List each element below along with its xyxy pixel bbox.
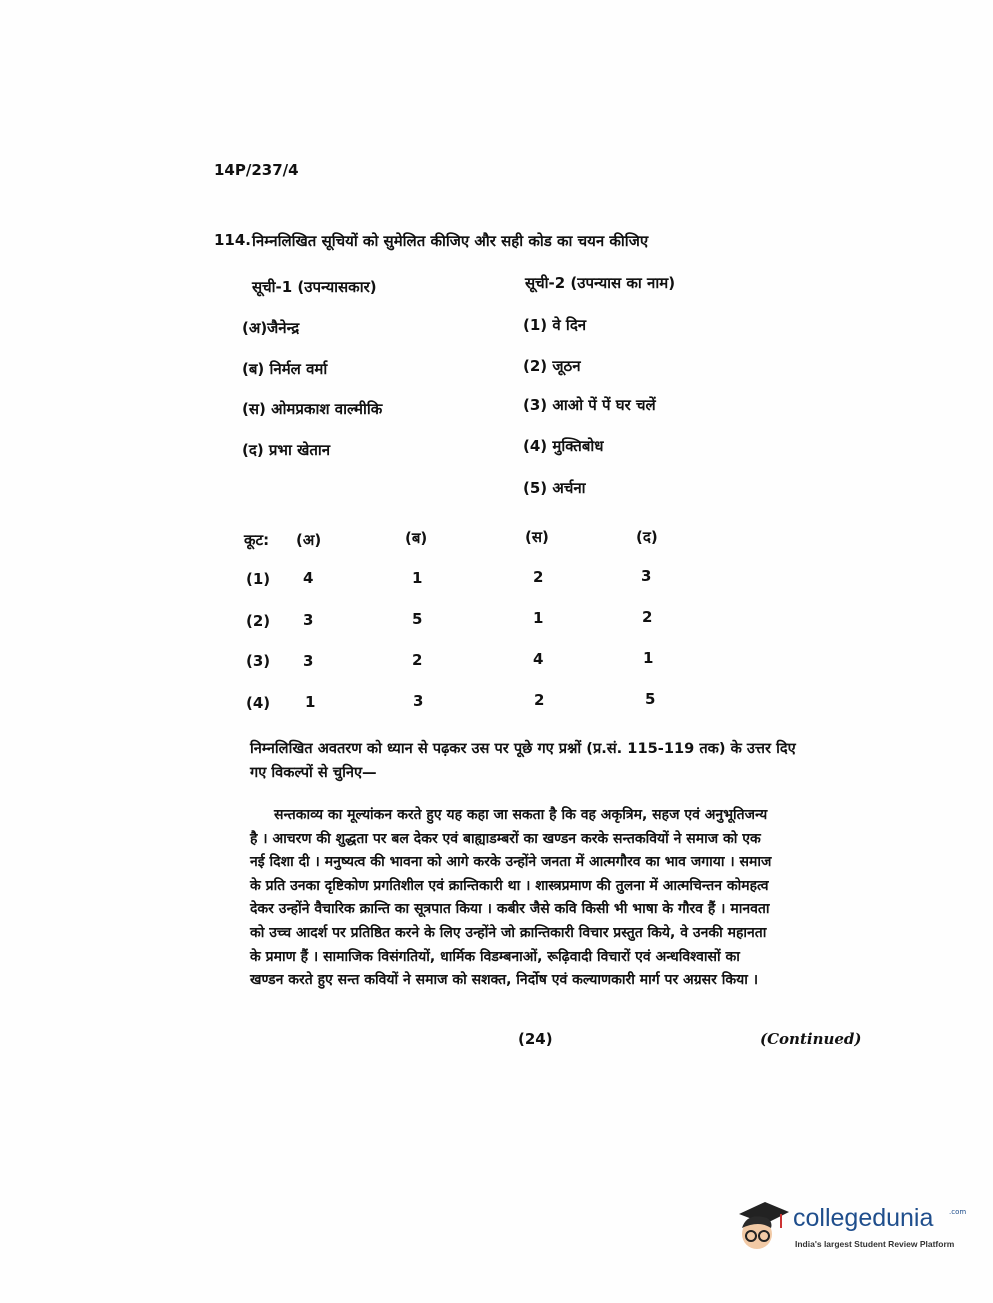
list1-item: (ब) निर्मल वर्मा (242, 360, 328, 378)
brand-tagline: India's largest Student Review Platform (795, 1239, 955, 1249)
collegedunia-watermark (735, 1198, 965, 1258)
code-cell: 3 (641, 567, 652, 585)
option-label: (3) (246, 652, 271, 670)
paper-code: 14P/237/4 (214, 161, 299, 179)
code-cell: 1 (412, 569, 423, 587)
list2-item: (4) मुक्तिबोध (523, 437, 604, 455)
option-label: (1) (246, 570, 271, 588)
list1-title: सूची-1 (उपन्यासकार) (252, 278, 377, 296)
code-cell: 5 (645, 690, 656, 708)
code-cell: 3 (413, 692, 424, 710)
passage-line: नई दिशा दी । मनुष्यत्व की भावना को आगे करके उन्होंने जनता में आत्मगौरव का भाव जगाया । समाज (250, 854, 772, 871)
passage-line: देकर उन्होंने वैचारिक क्रान्ति का सूत्रपात किया । कबीर जैसे कवि किसी भी भाषा के गौरव हैं । मानवता (250, 901, 770, 918)
list2-item: (1) वे दिन (523, 316, 587, 334)
code-cell: 2 (533, 568, 544, 586)
code-cell: 4 (533, 650, 544, 668)
instruction-line: गए विकल्पों से चुनिए— (250, 763, 377, 781)
code-cell: 2 (534, 691, 545, 709)
code-cell: 5 (412, 610, 423, 628)
codes-header: (अ) (296, 531, 322, 549)
page-number: (24) (518, 1030, 553, 1048)
code-cell: 1 (305, 693, 316, 711)
list2-title: सूची-2 (उपन्यास का नाम) (525, 274, 676, 292)
code-cell: 4 (303, 569, 314, 587)
option-label: (2) (246, 612, 271, 630)
brand-domain: .com (949, 1208, 967, 1216)
passage-line: को उच्च आदर्श पर प्रतिष्ठित करने के लिए उन्होंने जो क्रान्तिकारी विचार प्रस्तुत किये, वे उनकी महानता (250, 924, 767, 941)
passage (250, 804, 842, 993)
passage-line: के प्रति उनका दृष्टिकोण प्रगतिशील एवं क्रान्तिकारी था । शास्त्रप्रमाण की तुलना में आत्मचिन्तन कोमहत्व (250, 877, 769, 894)
passage-line: के प्रमाण हैं । सामाजिक विसंगतियों, धार्मिक विडम्बनाओं, रूढ़िवादी विचारों एवं अन्धविश्वासों का (250, 948, 740, 965)
list1-item: (द) प्रभा खेतान (242, 441, 331, 459)
passage-line: खण्डन करते हुए सन्त कवियों ने समाज को सशक्त, निर्दोष एवं कल्याणकारी मार्ग पर अग्रसर किया । (250, 972, 759, 989)
list1-item: (स) ओमप्रकाश वाल्मीकि (242, 400, 383, 418)
list2-item: (2) जूठन (523, 357, 581, 375)
option-label: (4) (246, 694, 271, 712)
code-cell: 2 (642, 608, 653, 626)
code-cell: 1 (643, 649, 654, 667)
codes-label: कूट: (244, 531, 270, 549)
list2-item: (3) आओ पें पें घर चलें (523, 396, 656, 414)
question-number: 114. (214, 231, 252, 249)
mascot-icon (735, 1198, 789, 1256)
codes-header: (स) (525, 528, 549, 546)
passage-instruction (250, 737, 842, 784)
instruction-line: निम्नलिखित अवतरण को ध्यान से पढ़कर उस पर पूछे गए प्रश्नों (प्र.सं. 115-119 तक) के उत्तर दिए (250, 740, 796, 757)
passage-line: सन्तकाव्य का मूल्यांकन करते हुए यह कहा जा सकता है कि वह अकृत्रिम, सहज एवं अनुभूतिजन्य (274, 807, 768, 823)
passage-line: है । आचरण की शुद्धता पर बल देकर एवं बाह्याडम्बरों का खण्डन करके सन्तकवियों ने समाज को एक (250, 830, 761, 847)
code-cell: 1 (533, 609, 544, 627)
question-text: निम्नलिखित सूचियों को सुमेलित कीजिए और सही कोड का चयन कीजिए (252, 232, 649, 250)
codes-header: (ब) (405, 529, 428, 547)
brand-name: collegedunia (793, 1204, 934, 1232)
codes-header: (द) (636, 528, 658, 546)
code-cell: 3 (303, 611, 314, 629)
list2-item: (5) अर्चना (523, 479, 586, 497)
continued-label: (Continued) (760, 1030, 862, 1048)
list1-item: (अ)जैनेन्द्र (242, 319, 300, 337)
code-cell: 2 (412, 651, 423, 669)
code-cell: 3 (303, 652, 314, 670)
